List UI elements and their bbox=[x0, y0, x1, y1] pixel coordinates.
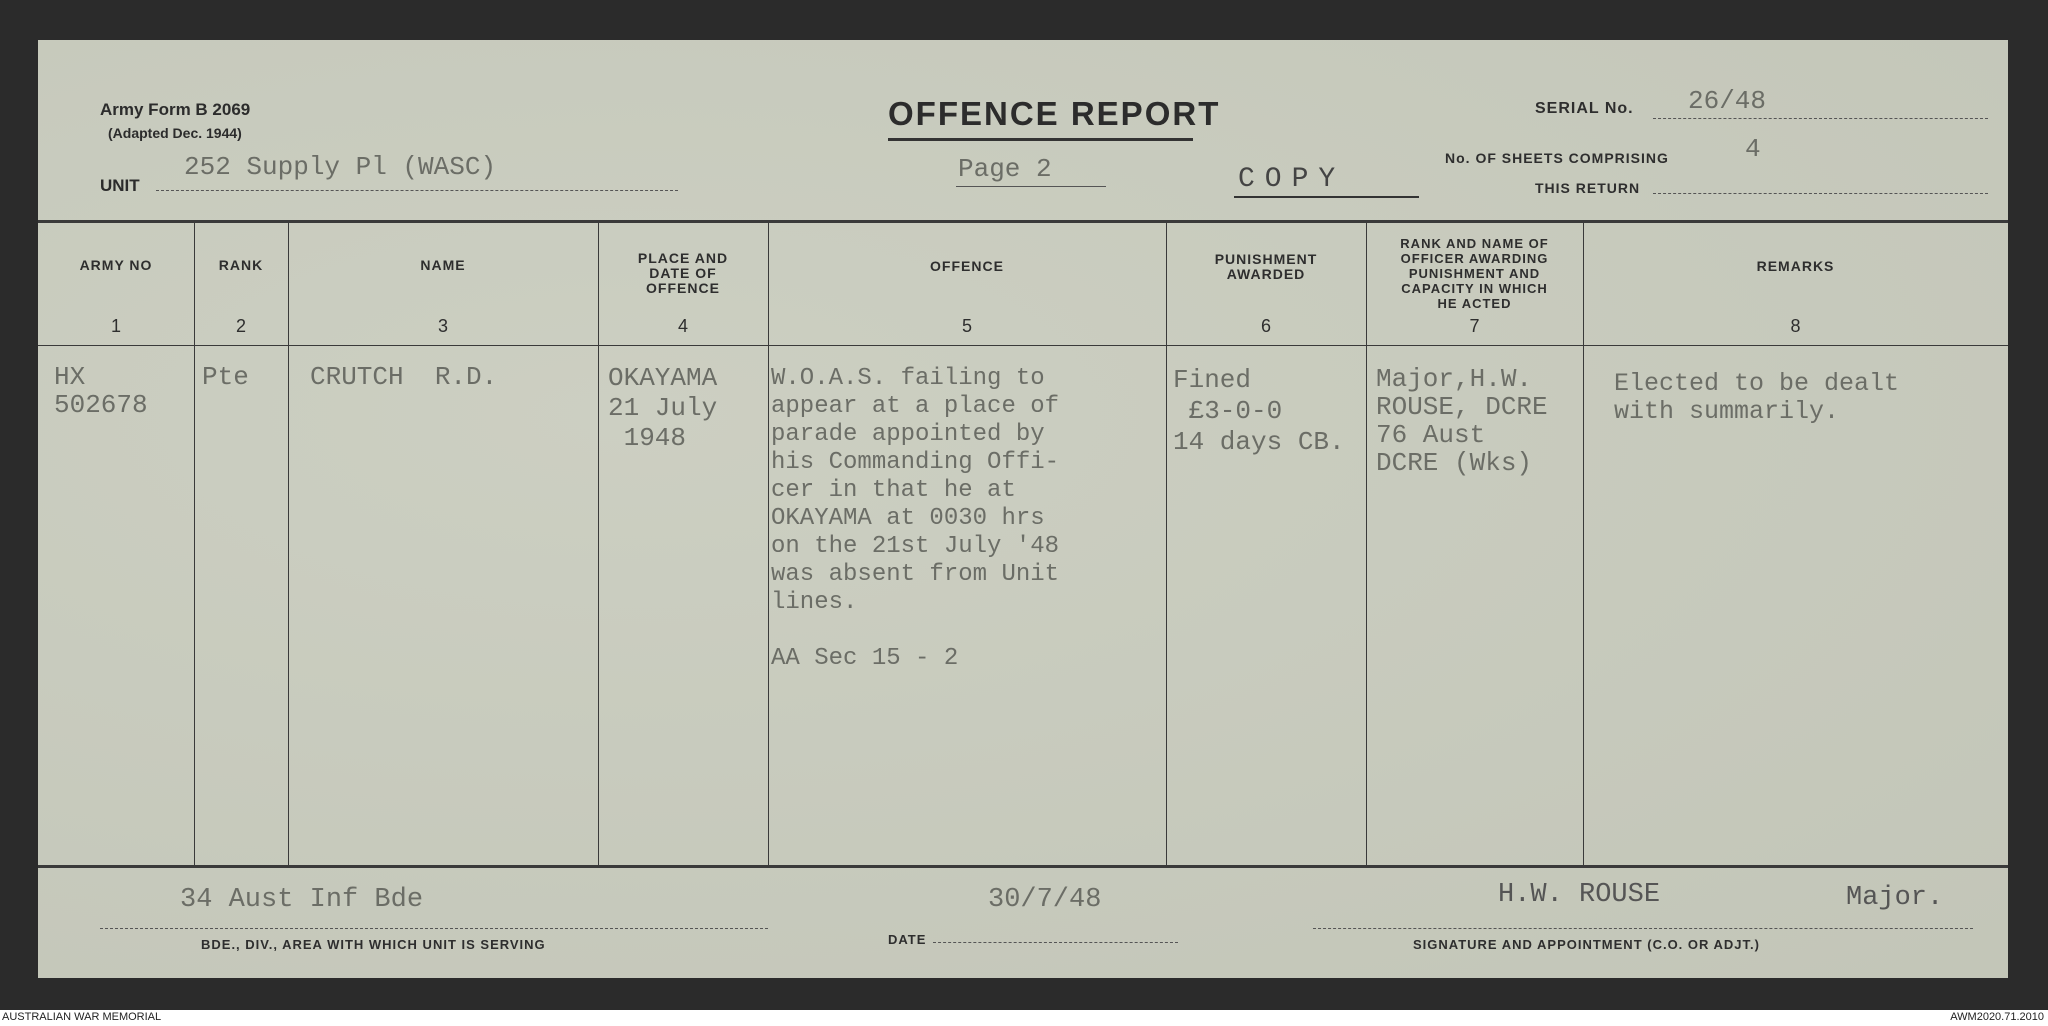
signature-value: H.W. ROUSE bbox=[1498, 880, 1661, 910]
col-number-6: 6 bbox=[1260, 316, 1271, 336]
col-number-2: 2 bbox=[235, 316, 246, 336]
rank-value: Pte bbox=[202, 362, 249, 392]
unit-label: UNIT bbox=[100, 176, 140, 195]
serial-value: 26/48 bbox=[1688, 86, 1767, 116]
serial-label: SERIAL No. bbox=[1535, 100, 1634, 117]
place-date-value: OKAYAMA 21 July 1948 bbox=[608, 363, 718, 453]
offence-value: W.O.A.S. failing to appear at a place of parade appointed by his Commanding Offi- cer in that he at OKAYAMA at 0030 hrs on the 21st July '48 was absent from Unit lines. AA Sec 15 - 2 bbox=[771, 365, 1060, 672]
col-number-3: 3 bbox=[437, 316, 448, 336]
appointment-value: Major. bbox=[1846, 883, 1944, 913]
col-number-5: 5 bbox=[961, 316, 972, 336]
col-header-place-date: PLACE AND DATE OF OFFENCE bbox=[637, 250, 729, 296]
offence-report-form bbox=[38, 40, 2008, 978]
signature-label: SIGNATURE AND APPOINTMENT (C.O. OR ADJT.) bbox=[1413, 937, 1760, 952]
page-underline bbox=[956, 186, 1106, 187]
archive-name: AUSTRALIAN WAR MEMORIAL bbox=[2, 1011, 162, 1023]
col-header-remarks: REMARKS bbox=[1756, 258, 1835, 274]
army-number-value: HX 502678 bbox=[54, 362, 148, 420]
unit-value: 252 Supply Pl (WASC) bbox=[184, 152, 497, 182]
col-number-8: 8 bbox=[1790, 316, 1801, 336]
col-header-officer: RANK AND NAME OF OFFICER AWARDING PUNISHMENT AND CAPACITY IN WHICH HE ACTED bbox=[1400, 236, 1549, 311]
sheets-value: 4 bbox=[1745, 134, 1761, 164]
archive-reference: AWM2020.71.2010 bbox=[1950, 1011, 2044, 1023]
form-adapted-note: (Adapted Dec. 1944) bbox=[108, 125, 242, 141]
formation-dotted-line bbox=[100, 928, 768, 929]
table-top-rule bbox=[38, 220, 2008, 223]
formation-label: BDE., DIV., AREA WITH WHICH UNIT IS SERVING bbox=[201, 937, 546, 952]
title-underline bbox=[888, 138, 1193, 141]
col-header-offence: OFFENCE bbox=[930, 258, 1004, 274]
date-value: 30/7/48 bbox=[988, 885, 1102, 915]
date-label: DATE bbox=[888, 932, 927, 947]
signature-dotted-line bbox=[1313, 928, 1973, 929]
remarks-value: Elected to be dealt with summarily. bbox=[1614, 369, 1900, 426]
col-header-rank: RANK bbox=[218, 257, 264, 273]
punishment-value: Fined £3-0-0 14 days CB. bbox=[1173, 365, 1345, 457]
sheets-label: No. OF SHEETS COMPRISING bbox=[1445, 150, 1669, 166]
officer-value: Major,H.W. ROUSE, DCRE 76 Aust DCRE (Wks) bbox=[1376, 364, 1548, 478]
col-header-name: NAME bbox=[420, 257, 466, 273]
header-bottom-rule bbox=[38, 345, 2008, 346]
copy-stamp: COPY bbox=[1238, 164, 1346, 195]
page-title: OFFENCE REPORT bbox=[888, 95, 1221, 132]
col-header-punishment: PUNISHMENT AWARDED bbox=[1214, 251, 1318, 282]
return-label: THIS RETURN bbox=[1535, 180, 1641, 196]
return-dotted-line bbox=[1653, 193, 1988, 194]
formation-value: 34 Aust Inf Bde bbox=[180, 885, 424, 915]
col-number-1: 1 bbox=[110, 316, 121, 336]
table-bottom-rule bbox=[38, 865, 2008, 868]
archive-strip bbox=[0, 1010, 2048, 1026]
copy-underline bbox=[1234, 196, 1419, 198]
col-number-4: 4 bbox=[677, 316, 688, 336]
col-header-army-no: ARMY NO bbox=[79, 257, 153, 273]
col-number-7: 7 bbox=[1469, 316, 1480, 336]
date-dotted-line bbox=[933, 942, 1178, 943]
form-number: Army Form B 2069 bbox=[100, 100, 251, 119]
unit-dotted-line bbox=[156, 190, 678, 191]
serial-dotted-line bbox=[1653, 118, 1988, 119]
page-number: Page 2 bbox=[958, 154, 1052, 184]
name-value: CRUTCH R.D. bbox=[310, 362, 498, 392]
